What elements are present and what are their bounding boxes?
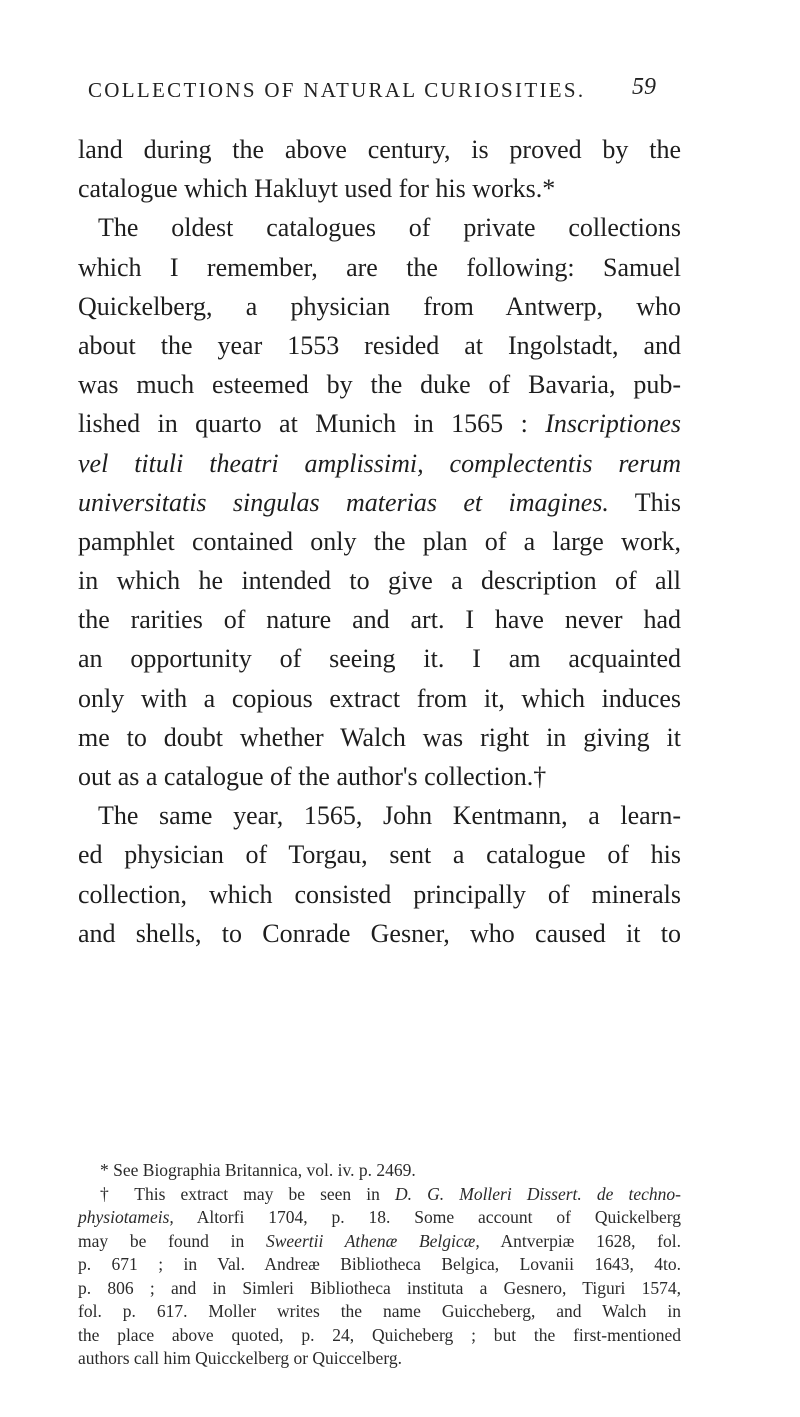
- text-run: † This extract may be seen in: [100, 1183, 395, 1204]
- running-head: COLLECTIONS OF NATURAL CURIOSITIES.: [88, 78, 586, 102]
- text-run: Antverpiæ 1628, fol.: [479, 1230, 681, 1251]
- text-line: collection, which consisted principally of minerals: [78, 879, 681, 909]
- text-line: [78, 444, 681, 483]
- footnote-line: authors call him Quicckelberg or Quiccelberg.: [78, 1348, 402, 1368]
- text-line: ed physician of Torgau, sent a catalogue of his: [78, 840, 681, 870]
- text-line: which I remember, are the following: Samuel: [78, 252, 681, 282]
- text-line: and shells, to Conrade Gesner, who caused it to: [78, 918, 681, 948]
- italic-title: vel tituli theatri amplissimi, complectentis rerum: [78, 448, 681, 478]
- text-line: [78, 483, 681, 522]
- footnote: [78, 1183, 681, 1207]
- footnote-line: [78, 1206, 681, 1230]
- text-run: may be found in: [78, 1230, 266, 1251]
- italic-title: universitatis singulas materias et imagines.: [78, 487, 609, 517]
- footnote-line: the place above quoted, p. 24, Quicheberg ; but the first-mentioned: [78, 1324, 681, 1345]
- text-run: This: [608, 487, 681, 517]
- text-line: only with a copious extract from it, which induces: [78, 683, 681, 713]
- text-run: lished in quarto at Munich in 1565 :: [78, 409, 546, 439]
- italic-title: Sweertii Athenæ Belgicæ,: [265, 1230, 480, 1251]
- text-line: The same year, 1565, John Kentmann, a learn-: [98, 801, 681, 831]
- text-line: The oldest catalogues of private collections: [98, 213, 681, 243]
- text-line: was much esteemed by the duke of Bavaria, pub-: [78, 370, 681, 400]
- footnote-line: fol. p. 617. Moller writes the name Guiccheberg, and Walch in: [78, 1301, 681, 1321]
- footnote-line: p. 671 ; in Val. Andreæ Bibliotheca Belgica, Lovanii 1643, 4to.: [78, 1254, 681, 1274]
- page-number: 59: [632, 74, 656, 100]
- italic-title: Inscriptiones: [545, 409, 681, 439]
- text-line: in which he intended to give a description of all: [78, 566, 681, 596]
- footnote: * See Biographia Britannica, vol. iv. p. 2469.: [100, 1160, 416, 1180]
- footnote-line: [78, 1230, 681, 1254]
- text-run: Altorfi 1704, p. 18. Some account of Quickelberg: [173, 1207, 681, 1227]
- text-line: out as a catalogue of the author's collection.†: [78, 762, 547, 791]
- text-line: Quickelberg, a physician from Antwerp, who: [78, 291, 681, 321]
- footnotes: [78, 1159, 681, 1371]
- text-line: an opportunity of seeing it. I am acquainted: [78, 644, 681, 674]
- text-line: me to doubt whether Walch was right in giving it: [78, 722, 681, 752]
- italic-title: physiotameis,: [78, 1207, 174, 1227]
- italic-title: D. G. Molleri Dissert. de techno-: [395, 1183, 681, 1204]
- text-line: land during the above century, is proved by the: [78, 135, 681, 164]
- text-line: catalogue which Hakluyt used for his works.*: [78, 174, 556, 204]
- text-line: [78, 404, 681, 443]
- text-line: pamphlet contained only the plan of a large work,: [78, 526, 681, 556]
- text-line: the rarities of nature and art. I have never had: [78, 605, 681, 635]
- text-line: about the year 1553 resided at Ingolstadt, and: [78, 330, 681, 360]
- body-text: [78, 130, 681, 953]
- footnote-line: p. 806 ; and in Simleri Bibliotheca instituta a Gesnero, Tiguri 1574,: [78, 1277, 681, 1298]
